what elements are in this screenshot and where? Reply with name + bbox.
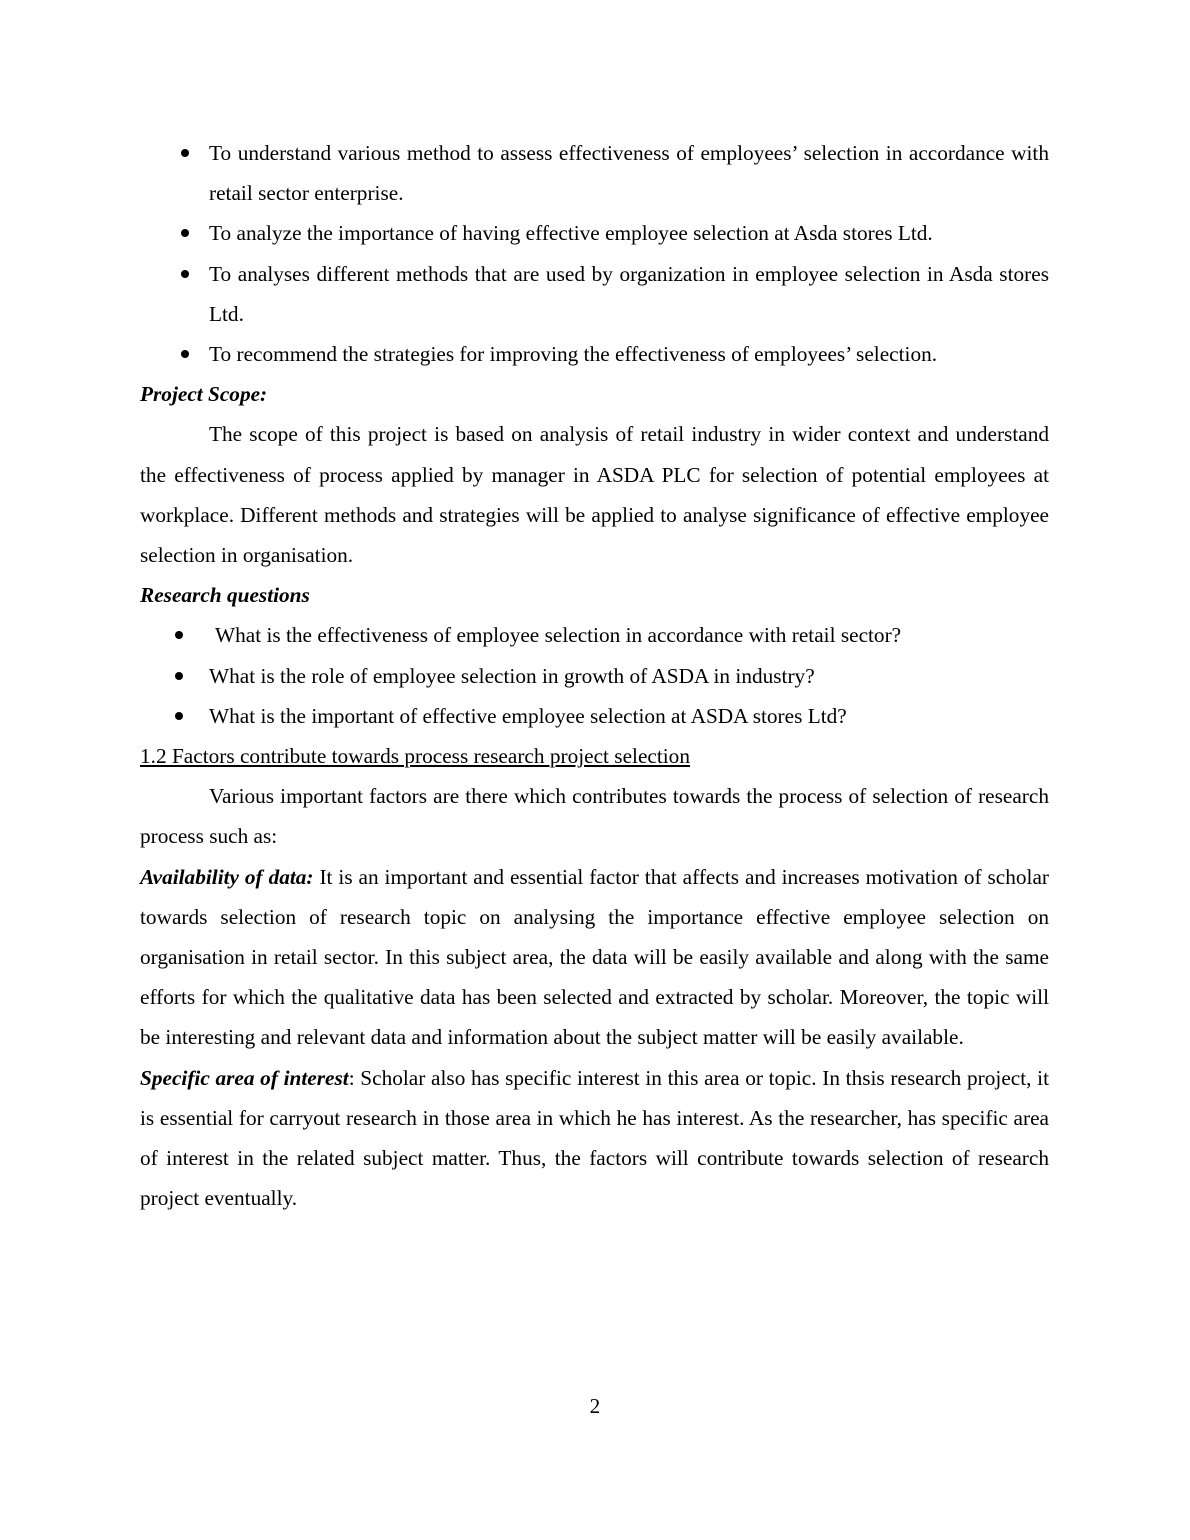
factors-section-heading: 1.2 Factors contribute towards process research project selection	[140, 744, 690, 769]
availability-paragraph	[140, 857, 1049, 1058]
factors-intro-paragraph: Various important factors are there which contributes towards the process of selection of research process such as:	[140, 784, 1049, 849]
interest-text: : Scholar also has specific interest in this area or topic. In thsis research project, it is essential for carryout research in those area in which he has interest. As the researcher, has specific area of interest in the related subject matter. Thus, the factors will contribute towards selection of research project eventually.	[140, 1065, 1049, 1211]
bullet-icon	[175, 631, 183, 639]
research-questions-heading: Research questions	[140, 583, 310, 608]
list-item	[140, 656, 1049, 696]
bullet-icon	[181, 149, 189, 157]
list-item-text: To understand various method to assess effectiveness of employees’ selection in accordance with retail sector enterprise.	[209, 141, 1049, 206]
bullet-icon	[181, 229, 189, 237]
list-item	[140, 334, 1049, 374]
list-item	[140, 133, 1049, 213]
research-questions-list	[140, 615, 1049, 736]
list-item	[140, 213, 1049, 253]
bullet-icon	[175, 712, 183, 720]
availability-lead: Availability of data:	[140, 864, 314, 889]
list-item-text: What is the role of employee selection in growth of ASDA in industry?	[209, 663, 815, 688]
interest-lead: Specific area of interest	[140, 1065, 349, 1090]
page-number: 2	[589, 1394, 601, 1418]
project-scope-paragraph: The scope of this project is based on analysis of retail industry in wider context and understand the effectiveness of process applied by manager in ASDA PLC for selection of potential employees at workplace. Different methods and strategies will be applied to analyse significance of effective employee selection in organisation.	[140, 422, 1049, 568]
list-item-text: What is the important of effective employee selection at ASDA stores Ltd?	[209, 703, 847, 728]
bullet-icon	[181, 270, 189, 278]
list-item-text: To analyses different methods that are used by organization in employee selection in Asda stores Ltd.	[209, 261, 1049, 326]
document-page	[140, 133, 1049, 1218]
bullet-icon	[181, 350, 189, 358]
list-item	[140, 696, 1049, 736]
list-item	[140, 615, 1049, 655]
project-scope-heading: Project Scope:	[140, 382, 268, 407]
list-item-text: To recommend the strategies for improving the effectiveness of employees’ selection.	[209, 342, 938, 367]
objectives-list	[140, 133, 1049, 374]
list-item-text: To analyze the importance of having effective employee selection at Asda stores Ltd.	[209, 221, 933, 246]
availability-text: It is an important and essential factor that affects and increases motivation of scholar towards selection of research topic on analysing the importance effective employee selection on organisation in retail sector. In this subject area, the data will be easily available and along with the same efforts for which the qualitative data has been selected and extracted by scholar. Moreover, the topic will be interesting and relevant data and information about the subject matter will be easily available.	[140, 864, 1049, 1050]
list-item	[140, 254, 1049, 334]
interest-paragraph	[140, 1058, 1049, 1219]
list-item-text: What is the effectiveness of employee selection in accordance with retail sector?	[215, 623, 902, 648]
bullet-icon	[175, 672, 183, 680]
